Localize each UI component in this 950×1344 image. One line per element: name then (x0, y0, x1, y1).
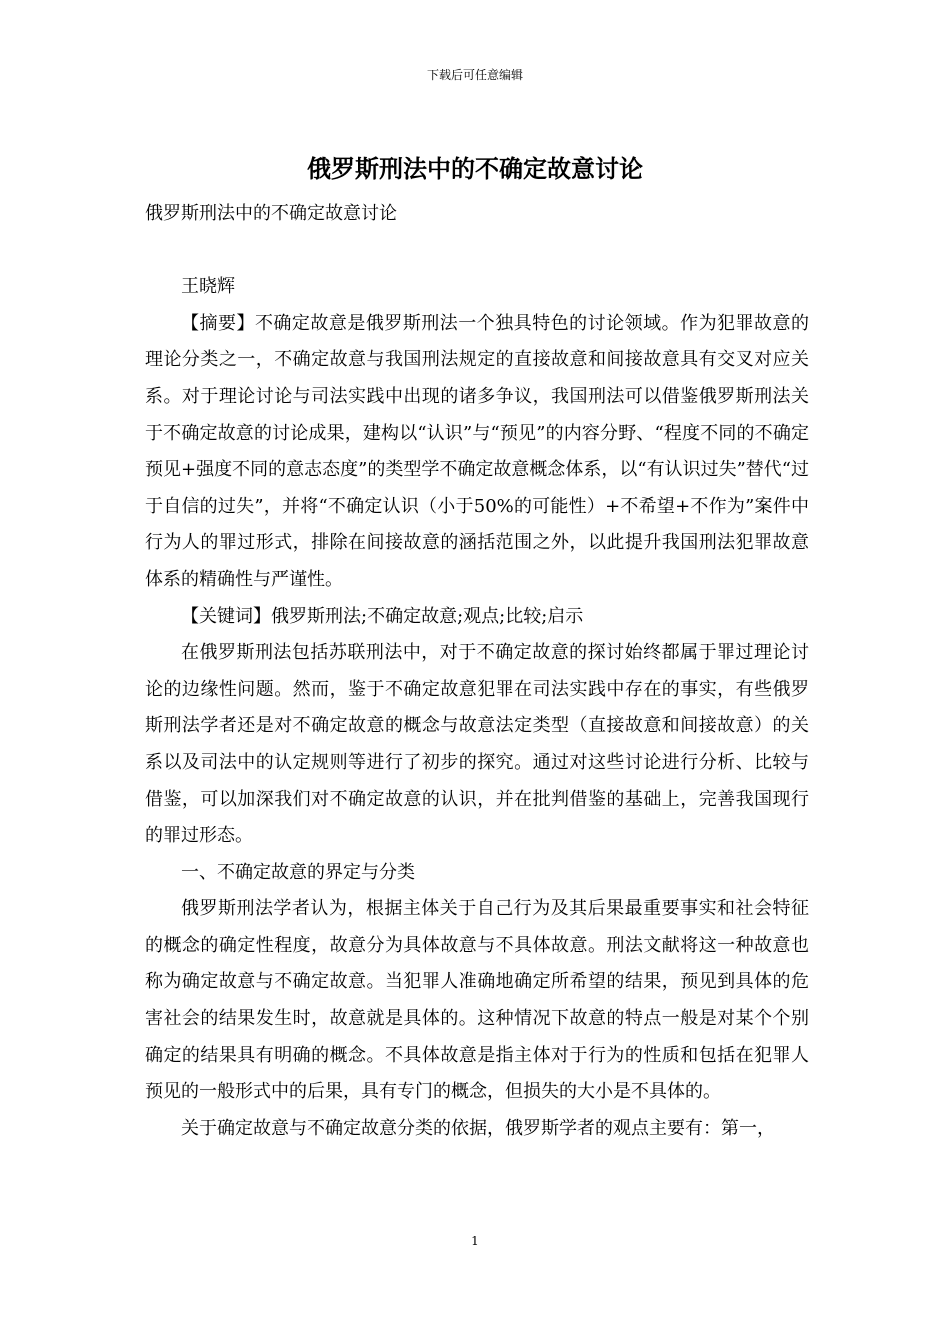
subtitle-line: 俄罗斯刑法中的不确定故意讨论 (145, 203, 397, 224)
abstract-paragraph: 【摘要】不确定故意是俄罗斯刑法一个独具特色的讨论领域。作为犯罪故意的理论分类之一，不确定故意与我国刑法规定的直接故意和间接故意具有交叉对应关系。对于理论讨论与司法实践中出现的诸多争议，我国刑法可以借鉴俄罗斯刑法关于不确定故意的讨论成果，建构以“认识”与“预见”的内容分野、“程度不同的不确定预见+强度不同的意志态度”的类型学不确定故意概念体系，以“有认识过失”替代“过于自信的过失”，并将“不确定认识（小于50%的可能性）+不希望+不作为”案件中行为人的罪过形式，排除在间接故意的涵括范围之外，以此提升我国刑法犯罪故意体系的精确性与严谨性。 (145, 312, 809, 590)
page-number: 1 (471, 1234, 479, 1248)
body-paragraph: 在俄罗斯刑法包括苏联刑法中，对于不确定故意的探讨始终都属于罪过理论讨论的边缘性问题。然而，鉴于不确定故意犯罪在司法实践中存在的事实，有些俄罗斯刑法学者还是对不确定故意的概念与故意法定类型（直接故意和间接故意）的关系以及司法中的认定规则等进行了初步的探究。通过对这些讨论进行分析、比较与借鉴，可以加深我们对不确定故意的认识，并在批判借鉴的基础上，完善我国现行的罪过形态。 (145, 642, 809, 847)
keywords-line: 【关键词】俄罗斯刑法;不确定故意;观点;比较;启示 (181, 605, 584, 627)
section-heading: 一、不确定故意的界定与分类 (181, 861, 415, 883)
document-body (145, 196, 809, 1147)
header-note: 下载后可任意编辑 (426, 68, 523, 82)
body-paragraph: 关于确定故意与不确定故意分类的依据，俄罗斯学者的观点主要有：第一， (181, 1117, 775, 1139)
body-paragraph: 俄罗斯刑法学者认为，根据主体关于自己行为及其后果最重要事实和社会特征的概念的确定性程度，故意分为具体故意与不具体故意。刑法文献将这一种故意也称为确定故意与不确定故意。当犯罪人准确地确定所希望的结果，预见到具体的危害社会的结果发生时，故意就是具体的。这种情况下故意的特点一般是对某个个别确定的结果具有明确的概念。不具体故意是指主体对于行为的性质和包括在犯罪人预见的一般形式中的后果，具有专门的概念，但损失的大小是不具体的。 (145, 898, 809, 1103)
document-title: 俄罗斯刑法中的不确定故意讨论 (307, 155, 643, 183)
author-line: 王晓辉 (181, 276, 235, 298)
blank-line (145, 233, 809, 270)
